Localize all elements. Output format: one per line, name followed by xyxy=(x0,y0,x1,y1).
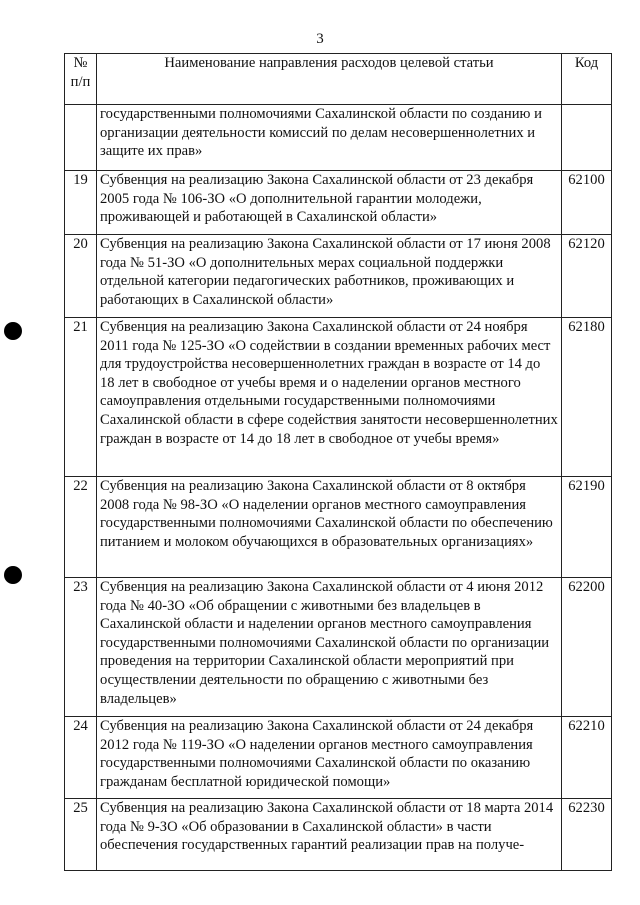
row-name: Субвенция на реализацию Закона Сахалинской области от 17 июня 2008 года № 51-ЗО «О дополнительных мерах социальной поддержки отдельной категории педагогических работников, проживающих и работающих в Сахалинской области» xyxy=(97,235,562,318)
table-row xyxy=(65,477,612,578)
row-name: Субвенция на реализацию Закона Сахалинской области от 24 декабря 2012 года № 119-ЗО «О наделении органов местного самоуправления государственными полномочиями Сахалинской области по оказанию гражданам бесплатной юридической помощи» xyxy=(97,717,562,799)
punch-hole-mark xyxy=(4,322,22,340)
row-number: 20 xyxy=(65,235,97,318)
row-code: 62190 xyxy=(562,477,612,578)
row-name: Субвенция на реализацию Закона Сахалинской области от 4 июня 2012 года № 40-ЗО «Об обращении с животными без владельцев в Сахалинской области и наделении органов местного самоуправления государственными полномочиями Сахалинской области по организации проведения на территории Сахалинской области мероприятий при осуществлении деятельности по обращению с животными без владельцев» xyxy=(97,578,562,717)
table-row xyxy=(65,717,612,799)
row-name: Субвенция на реализацию Закона Сахалинской области от 24 ноября 2011 года № 125-ЗО «О содействии в создании временных рабочих мест для трудоустройства несовершеннолетних граждан в возрасте от 14 до 18 лет в свободное от учебы время и о наделении органов местного самоуправления отдельными государственными полномочиями Сахалинской области в сфере содействия занятости несовершеннолетних граждан в возрасте от 14 до 18 лет в свободное от учебы время» xyxy=(97,318,562,477)
table-row xyxy=(65,235,612,318)
row-number: 19 xyxy=(65,171,97,235)
table-row xyxy=(65,799,612,871)
row-number: 23 xyxy=(65,578,97,717)
table-row xyxy=(65,578,612,717)
row-code: 62100 xyxy=(562,171,612,235)
table-row xyxy=(65,318,612,477)
row-name: государственными полномочиями Сахалинской области по созданию и организации деятельности комиссий по делам несовершеннолетних и защите их прав» xyxy=(97,105,562,171)
row-name: Субвенция на реализацию Закона Сахалинской области от 18 марта 2014 года № 9-ЗО «Об образовании в Сахалинской области» в части обеспечения государственных гарантий реализации прав на получе- xyxy=(97,799,562,871)
table-header-row xyxy=(65,54,612,105)
row-name: Субвенция на реализацию Закона Сахалинской области от 8 октября 2008 года № 98-ЗО «О наделении органов местного самоуправления государственными полномочиями Сахалинской области по обеспечению питанием и молоком обучающихся в образовательных организациях» xyxy=(97,477,562,578)
row-number: 24 xyxy=(65,717,97,799)
header-code: Код xyxy=(562,54,612,105)
row-number: 21 xyxy=(65,318,97,477)
header-name: Наименование направления расходов целевой статьи xyxy=(97,54,562,105)
row-code: 62230 xyxy=(562,799,612,871)
expenditure-table xyxy=(64,53,612,871)
row-code: 62200 xyxy=(562,578,612,717)
row-name: Субвенция на реализацию Закона Сахалинской области от 23 декабря 2005 года № 106-ЗО «О дополнительной гарантии молодежи, проживающей и работающей в Сахалинской области» xyxy=(97,171,562,235)
row-number: 25 xyxy=(65,799,97,871)
row-number xyxy=(65,105,97,171)
header-number: № п/п xyxy=(65,54,97,105)
row-code: 62120 xyxy=(562,235,612,318)
page-number: 3 xyxy=(316,31,324,47)
row-code: 62210 xyxy=(562,717,612,799)
row-number: 22 xyxy=(65,477,97,578)
punch-hole-mark xyxy=(4,566,22,584)
row-code xyxy=(562,105,612,171)
table-row xyxy=(65,105,612,171)
table-row xyxy=(65,171,612,235)
row-code: 62180 xyxy=(562,318,612,477)
